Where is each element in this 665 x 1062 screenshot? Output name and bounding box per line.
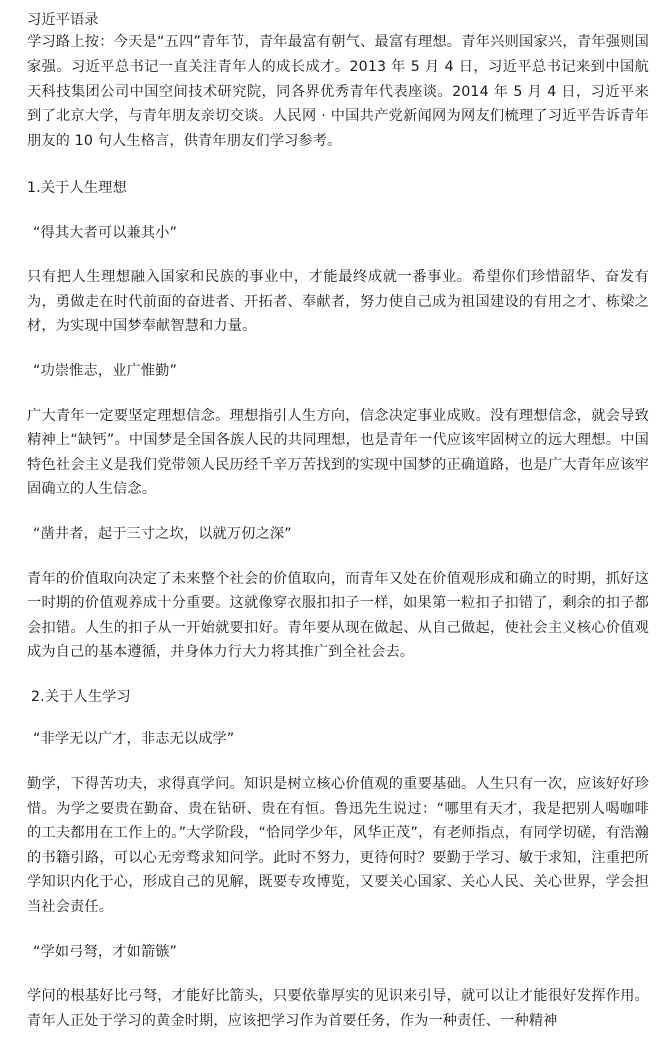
paragraph-4: 勤学，下得苦功夫，求得真学问。知识是树立核心价值观的重要基础。人生只有一次，应该好好珍惜。为学之要贵在勤奋、贵在钻研、贵在有恒。鲁迅先生说过：“哪里有天才，我是把别人喝咖啡的工夫都用在工作上的。”大学阶段，“恰同学少年，风华正茂”，有老师指点，有同学切磋，有浩瀚的书籍引路，可以心无旁骛求知问学。此时不努力，更待何时？要勤于学习、敏于求知，注重把所学知识内化于心，形成自己的见解，既要专攻博览，又要关心国家、关心人民、关心世界，学会担当社会责任。 bbox=[27, 776, 649, 916]
quote-1: “得其大者可以兼其小” bbox=[33, 224, 178, 241]
section-heading-ideals: 1.关于人生理想 bbox=[27, 179, 127, 196]
quote-2: “功崇惟志，业广惟勤” bbox=[33, 362, 178, 379]
quote-3: “凿井者，起于三寸之坎，以就万仞之深” bbox=[33, 525, 292, 542]
paragraph-1: 只有把人生理想融入国家和民族的事业中，才能最终成就一番事业。希望你们珍惜韶华、奋发有为，勇做走在时代前面的奋进者、开拓者、奉献者，努力使自己成为祖国建设的有用之才、栋梁之材，为实现中国梦奉献智慧和力量。 bbox=[27, 269, 649, 335]
paragraph-5: 学问的根基好比弓弩，才能好比箭头，只要依靠厚实的见识来引导，就可以让才能很好发挥作用。青年人正处于学习的黄金时期，应该把学习作为首要任务，作为一种责任、一种精神 bbox=[27, 988, 649, 1029]
page-title: 习近平语录 bbox=[27, 12, 99, 28]
paragraph-3: 青年的价值取向决定了未来整个社会的价值取向，而青年又处在价值观形成和确立的时期，抓好这一时期的价值观养成十分重要。这就像穿衣服扣扣子一样，如果第一粒扣子扣错了，剩余的扣子都会扣错。人生的扣子从一开始就要扣好。青年要从现在做起、从自己做起，使社会主义核心价值观成为自己的基本遵循，并身体力行大力将其推广到全社会去。 bbox=[27, 570, 649, 661]
quote-4: “非学无以广才，非志无以成学” bbox=[33, 731, 235, 748]
section-heading-learning: 2.关于人生学习 bbox=[31, 688, 131, 705]
paragraph-2: 广大青年一定要坚定理想信念。理想指引人生方向，信念决定事业成败。没有理想信念，就会导致精神上“缺钙”。中国梦是全国各族人民的共同理想，也是青年一代应该牢固树立的远大理想。中国特色社会主义是我们党带领人民历经千辛万苦找到的实现中国梦的正确道路，也是广大青年应该牢固确立的人生信念。 bbox=[27, 407, 649, 498]
intro-paragraph: 学习路上按：今天是“五四”青年节，青年最富有朝气、最富有理想。青年兴则国家兴，青年强则国家强。习近平总书记一直关注青年人的成长成才。2013 年 5 月 4 日，习近平总书记来到中国航天科技集团公司中国空间技术研究院，同各界优秀青年代表座谈。2014 年 5 月 4 日，习近平来到了北京大学，与青年朋友亲切交谈。人民网 · 中国共产党新闻网为网友们梳理了习近平告诉青年朋友的 10 句人生格言，供青年朋友们学习参考。 bbox=[27, 34, 649, 150]
quote-5: “学如弓弩，才如箭镞” bbox=[33, 943, 178, 960]
